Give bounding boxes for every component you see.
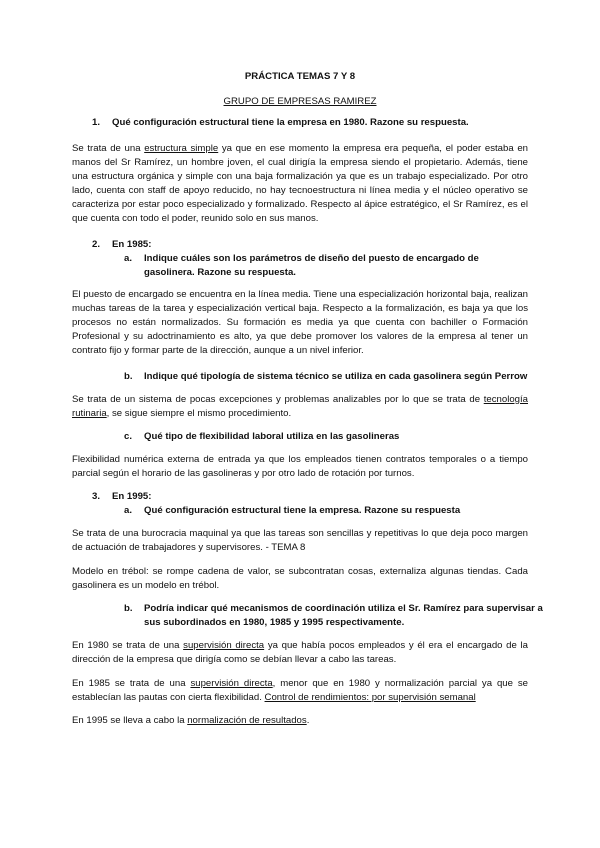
question-2b-text: Indique qué tipología de sistema técnico se utiliza en cada gasolinera según Perrow bbox=[144, 371, 528, 382]
answer-2c: Flexibilidad numérica externa de entrada ya que los empleados tienen contratos temporales o a tiempo parcial según el horario de las gasolineras y por otro lado de rotación por turnos. bbox=[72, 454, 528, 479]
question-2c-text: Qué tipo de flexibilidad laboral utiliza en las gasolineras bbox=[144, 431, 400, 442]
question-2a-number: a. bbox=[124, 253, 133, 264]
answer-3b-1995-start: En 1995 se lleva a cabo la bbox=[72, 715, 188, 726]
answer-3b-1995-underline: normalización de resultados bbox=[187, 715, 307, 726]
answer-3b-1985-underline: supervisión directa bbox=[190, 678, 273, 689]
answer-3b-1995-end: . bbox=[306, 715, 310, 726]
question-3a-number: a. bbox=[124, 505, 133, 516]
question-3 bbox=[92, 490, 151, 504]
question-2 bbox=[92, 238, 151, 252]
question-3-number: 3. bbox=[92, 491, 101, 502]
answer-1-text-end: ya que en ese momento la empresa era pequeña, el poder estaba en manos del Sr Ramírez, un hombre joven, el cual dirigía la empresa siendo el propietario. Además, tiene una estructura orgánica y simple con una baja formalización ya que es un trabajo especializado. Por otro lado, cuenta con staff de apoyo reducido, no hay tecnoestructura ni línea media y el núcleo operativo se caracteriza por estar poco especializado y formalizado. Respecto al ápice estratégico, el Sr Ramírez, es el que cuenta con todo el poder, reunido solo en sus manos. bbox=[72, 143, 528, 224]
question-2-label: En 1985: bbox=[112, 239, 152, 250]
answer-3b-1980-underline: supervisión directa bbox=[183, 640, 265, 651]
answer-1-text-start: Se trata de una bbox=[72, 143, 145, 154]
answer-2b bbox=[72, 393, 528, 421]
answer-3b-1995 bbox=[72, 714, 528, 728]
answer-3b-1985 bbox=[72, 677, 528, 705]
question-3b-number: b. bbox=[124, 603, 133, 614]
question-2a bbox=[124, 252, 524, 282]
document-title: PRÁCTICA TEMAS 7 Y 8 bbox=[244, 71, 356, 82]
question-3b bbox=[124, 602, 544, 632]
answer-3b-1980-start: En 1980 se trata de una bbox=[72, 640, 184, 651]
question-2b-number: b. bbox=[124, 371, 133, 382]
question-1 bbox=[92, 116, 532, 130]
answer-3b-1985-middle: , menor que en 1980 y normalización parcial ya que se establecían las pautas con cierta flexibilidad. bbox=[72, 678, 528, 703]
question-2b bbox=[124, 370, 544, 384]
answer-2b-text-end: , se sigue siempre el mismo procedimiento. bbox=[106, 408, 292, 419]
answer-3b-1985-start: En 1985 se trata de una bbox=[72, 678, 191, 689]
question-3a-text: Qué configuración estructural tiene la empresa. Razone su respuesta bbox=[144, 505, 461, 516]
question-2c bbox=[124, 430, 524, 444]
answer-1-underline: estructura simple bbox=[144, 143, 219, 154]
answer-1 bbox=[72, 142, 528, 226]
question-2a-text: Indique cuáles son los parámetros de diseño del puesto de encargado de gasolinera. Razone su respuesta. bbox=[144, 253, 479, 278]
answer-3a-part-1: Se trata de una burocracia maquinal ya que las tareas son sencillas y repetitivas lo que deja poco margen de actuación de trabajadores y supervisores. - TEMA 8 bbox=[72, 528, 528, 553]
question-2-number: 2. bbox=[92, 239, 101, 250]
answer-3b-1985-underline-2: Control de rendimientos: por supervisión semanal bbox=[264, 692, 476, 703]
question-2c-number: c. bbox=[124, 431, 133, 442]
answer-3b-1980-end: ya que había pocos empleados y él era el encargado de la dirección de la empresa que dirigía como se debían llevar a cabo las tareas. bbox=[72, 640, 528, 665]
answer-3a-part-2: Modelo en trébol: se rompe cadena de valor, se subcontratan cosas, externaliza algunas tiendas. Cada gasolinera es un modelo en trébol. bbox=[72, 566, 528, 591]
answer-2a: El puesto de encargado se encuentra en la línea media. Tiene una especialización horizontal baja, realizan muchas tareas de la tarea y especialización vertical baja. Respecto a la formalización, es baja ya que los procesos no están normalizados. Su formación es media ya que cuenta con bachiller o Formación Profesional y su adoctrinamiento es alto, ya que debe promover los valores de la empresa al tener un contrato fijo y formar parte de la dirección, aunque a un nivel inferior. bbox=[72, 289, 528, 356]
answer-3b-1980 bbox=[72, 639, 528, 667]
question-1-number: 1. bbox=[92, 117, 101, 128]
question-3a bbox=[124, 504, 524, 518]
document-subtitle: GRUPO DE EMPRESAS RAMIREZ bbox=[223, 96, 377, 107]
question-1-text: Qué configuración estructural tiene la empresa en 1980. Razone su respuesta. bbox=[112, 117, 469, 128]
answer-2b-text-start: Se trata de un sistema de pocas excepciones y problemas analizables por lo que se trata de bbox=[72, 394, 484, 405]
question-3b-text: Podría indicar qué mecanismos de coordinación utiliza el Sr. Ramírez para supervisar a sus subordinados en 1980, 1985 y 1995 respectivamente. bbox=[144, 603, 543, 628]
question-3-label: En 1995: bbox=[112, 491, 152, 502]
answer-2b-underline: tecnología rutinaria bbox=[72, 394, 528, 419]
